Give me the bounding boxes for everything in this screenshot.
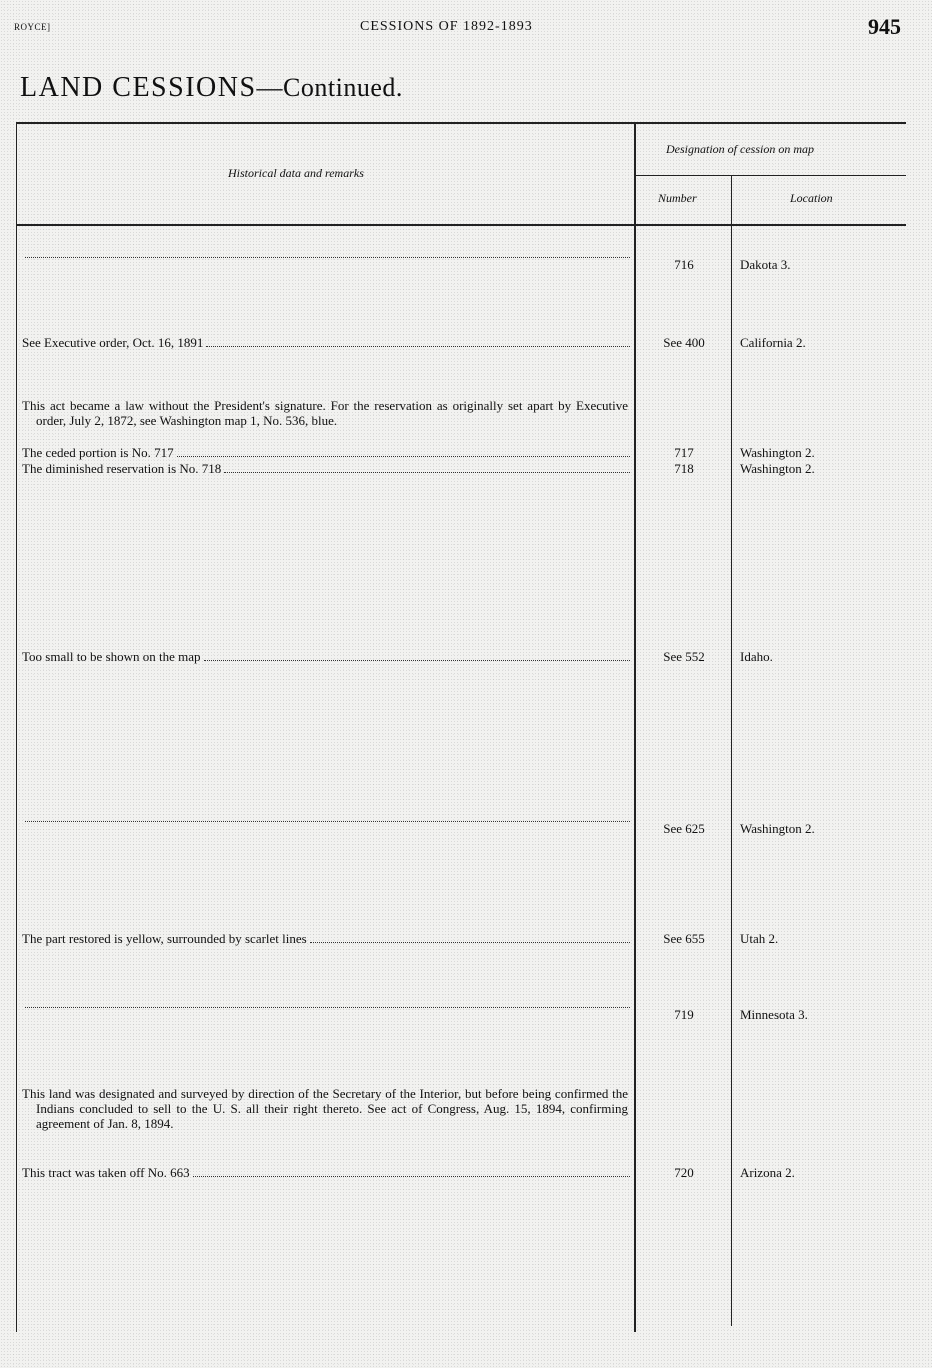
- cession-location: Washington 2.: [740, 461, 815, 476]
- remark-cell: The diminished reservation is No. 718: [22, 461, 630, 476]
- cession-location: Minnesota 3.: [740, 1007, 808, 1022]
- cession-number: 719: [674, 1007, 694, 1022]
- cession-location: Dakota 3.: [740, 257, 791, 272]
- cession-location: Arizona 2.: [740, 1165, 795, 1180]
- table-left-border: [16, 122, 17, 1332]
- page-number: 945: [868, 14, 901, 39]
- running-head-title: CESSIONS OF 1892-1893: [360, 19, 533, 34]
- cession-number: See 552: [663, 649, 705, 664]
- remark-note: This land was designated and surveyed by direction of the Secretary of the Interior, but before being confirmed the Indians concluded to sell to the U. S. all their right thereto. See act of Congress, Aug. 15, 1894, confirming agreement of Jan. 8, 1894.: [22, 1086, 628, 1131]
- cession-number: See 655: [663, 931, 705, 946]
- remark-note: This act became a law without the President's signature. For the reservation as originally set apart by Executive order, July 2, 1872, see Washington map 1, No. 536, blue.: [22, 398, 628, 428]
- designation-group-heading: Designation of cession on map: [666, 142, 814, 156]
- cession-location: Idaho.: [740, 649, 773, 664]
- page-title: [20, 72, 403, 104]
- remark-cell: See Executive order, Oct. 16, 1891: [22, 335, 630, 350]
- cession-number: See 400: [663, 335, 705, 350]
- table-top-rule: [16, 122, 906, 124]
- remarks-column-heading: Historical data and remarks: [228, 166, 364, 180]
- cession-location: California 2.: [740, 335, 806, 350]
- remark-cell: The part restored is yellow, surrounded by scarlet lines: [22, 931, 630, 946]
- remarks-column-divider: [634, 122, 636, 1332]
- group-heading-rule: [636, 175, 906, 176]
- cession-location: Washington 2.: [740, 821, 815, 836]
- location-column-heading: Location: [790, 191, 833, 205]
- running-head-author: ROYCE]: [14, 22, 51, 32]
- remark-cell: This tract was taken off No. 663: [22, 1165, 630, 1180]
- page-title-continued: —Continued.: [256, 73, 403, 102]
- header-bottom-rule: [16, 224, 906, 226]
- cession-number: 718: [674, 461, 694, 476]
- cession-number: 717: [674, 445, 694, 460]
- cession-location: Washington 2.: [740, 445, 815, 460]
- cession-location: Utah 2.: [740, 931, 779, 946]
- remark-cell: [22, 1007, 630, 1011]
- cession-number: 720: [674, 1165, 694, 1180]
- page-title-main: LAND CESSIONS: [20, 72, 257, 103]
- cession-number: 716: [674, 257, 694, 272]
- cession-number: See 625: [663, 821, 705, 836]
- remark-cell: The ceded portion is No. 717: [22, 445, 630, 460]
- remark-cell: [22, 257, 630, 261]
- remark-cell: Too small to be shown on the map: [22, 649, 630, 664]
- remark-cell: [22, 821, 630, 825]
- number-column-heading: Number: [658, 191, 697, 205]
